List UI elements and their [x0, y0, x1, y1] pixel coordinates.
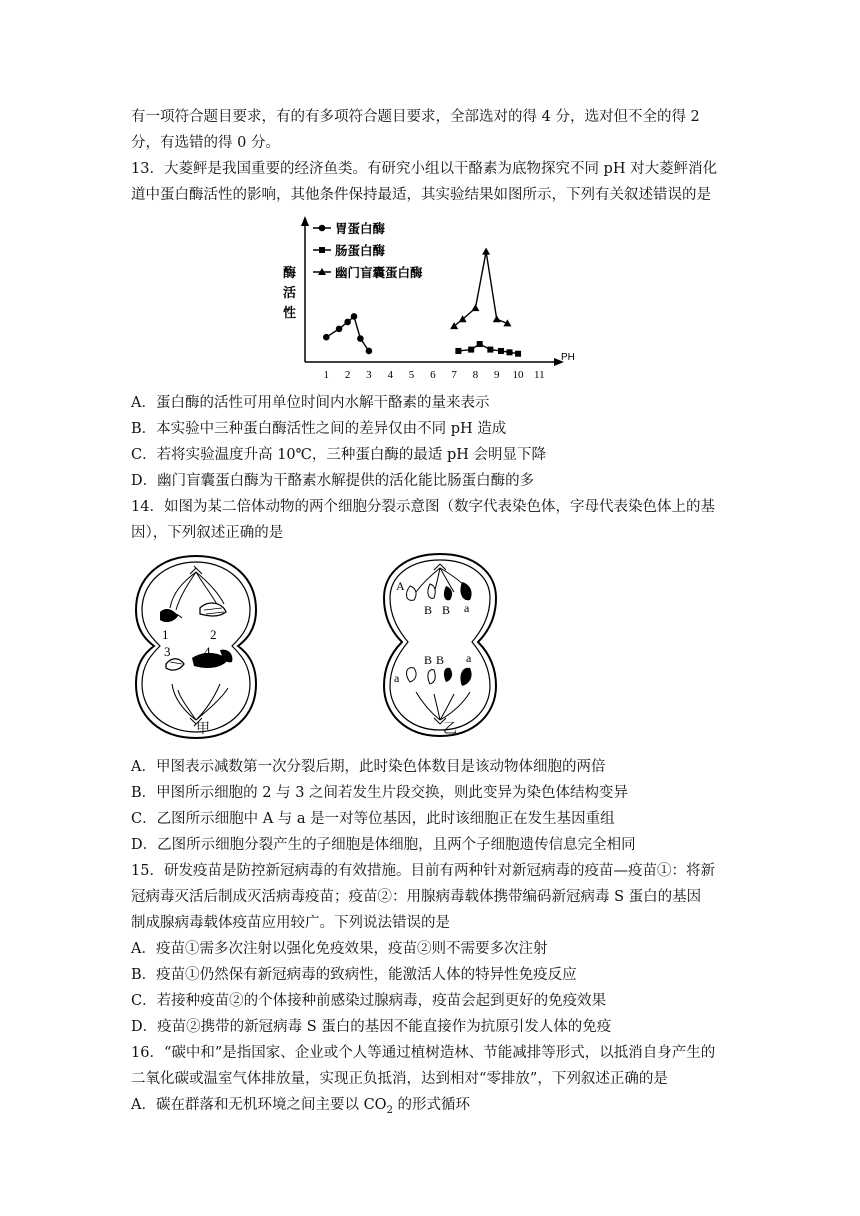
legend-label: 胃蛋白酶: [335, 222, 386, 236]
data-point: [323, 334, 330, 341]
data-point: [482, 248, 490, 255]
x-tick-label: 3: [366, 369, 372, 381]
q14-option-c: C．乙图所示细胞中 A 与 a 是一对等位基因，此时该细胞正在发生基因重组: [131, 811, 615, 827]
co2-subscript: 2: [386, 1104, 393, 1116]
data-point: [366, 348, 373, 355]
gene-label-bottom-a2: a: [466, 651, 472, 665]
y-axis-label: 酶活性: [283, 265, 297, 320]
q14-option-a: A．甲图表示减数第一次分裂后期，此时染色体数目是该动物体细胞的两倍: [131, 759, 606, 775]
data-point: [471, 304, 479, 311]
x-tick-label: 4: [387, 369, 393, 381]
gene-label-top-a: a: [464, 601, 470, 615]
legend-label: 肠蛋白酶: [335, 244, 386, 258]
data-point: [455, 348, 461, 354]
cell-yi: [384, 554, 496, 736]
gene-label-top-B1: B: [424, 603, 433, 617]
data-point: [357, 335, 364, 342]
figure-caption-jia: 甲: [196, 721, 210, 737]
chromosome-number-2: 2: [210, 627, 217, 642]
x-tick-label: 7: [451, 369, 457, 381]
series-2: [455, 341, 521, 357]
q14-stem-1: 14．如图为某二倍体动物的两个细胞分裂示意图（数字代表染色体，字母代表染色体上的基: [131, 499, 715, 515]
q15-stem-3: 制成腺病毒载体疫苗应用较广。下列说法错误的是: [131, 915, 450, 931]
data-point: [336, 326, 343, 333]
intro-line-2: 分，有选错的得 0 分。: [131, 135, 280, 151]
data-point: [493, 315, 501, 322]
cell-division-figures: [128, 552, 528, 742]
y-axis-arrow: [301, 216, 309, 226]
q13-option-d: D．幽门盲囊蛋白酶为干酪素水解提供的活化能比肠蛋白酶的多: [131, 473, 535, 489]
x-tick-label: 11: [534, 369, 545, 381]
q14-option-b: B．甲图所示细胞的 2 与 3 之间若发生片段交换，则此变异为染色体结构变异: [131, 785, 629, 801]
q14-stem-2: 因），下列叙述正确的是: [131, 525, 284, 541]
x-tick-label: 6: [430, 369, 436, 381]
series-line: [454, 252, 507, 327]
x-tick-label: 8: [472, 369, 479, 381]
q16-option-a: [131, 1092, 731, 1118]
data-point: [487, 347, 493, 353]
q13-option-c: C．若将实验温度升高 10℃，三种蛋白酶的最适 pH 会明显下降: [131, 447, 547, 463]
x-tick-label: 1: [323, 369, 330, 381]
enzyme-activity-chart: [280, 212, 575, 387]
q14-option-d: D．乙图所示细胞分裂产生的子细胞是体细胞，且两个子细胞遗传信息完全相同: [131, 837, 636, 853]
x-tick-label: 10: [512, 369, 524, 381]
data-point: [515, 351, 521, 357]
x-tick-label: 2: [344, 369, 351, 381]
data-point: [498, 348, 504, 354]
data-point: [344, 319, 351, 326]
q13-stem-2: 道中蛋白酶活性的影响，其他条件保持最适，其实验结果如图所示，下列有关叙述错误的是: [131, 187, 711, 203]
q13-option-a: A．蛋白酶的活性可用单位时间内水解干酪素的量来表示: [131, 395, 490, 411]
x-axis-label: PH: [561, 352, 575, 363]
gene-label-bottom-B2: B: [436, 653, 445, 667]
x-tick-label: 9: [493, 369, 500, 381]
chromosome-number-3: 3: [164, 644, 171, 659]
data-point: [351, 313, 358, 320]
cell-jia: [136, 556, 256, 738]
figure-caption-yi: 乙: [443, 721, 457, 737]
q13-stem-1: 13．大菱鲆是我国重要的经济鱼类。有研究小组以干酪素为底物探究不同 pH 对大菱鲆消化: [131, 161, 718, 177]
data-point: [507, 349, 513, 355]
q16-stem-1: 16．“碳中和”是指国家、企业或个人等通过植树造林、节能减排等形式，以抵消自身产生的: [131, 1045, 716, 1061]
legend-marker: [319, 247, 325, 253]
q13-option-b: B．本实验中三种蛋白酶活性之间的差异仅由不同 pH 造成: [131, 421, 507, 437]
q15-option-b: B．疫苗①仍然保有新冠病毒的致病性，能激活人体的特异性免疫反应: [131, 967, 577, 983]
data-point: [468, 347, 474, 353]
chromosome-number-4: 4: [204, 644, 211, 659]
gene-label-top-B2: B: [442, 603, 451, 617]
q15-option-d: D．疫苗②携带的新冠病毒 S 蛋白的基因不能直接作为抗原引发人体的免疫: [131, 1019, 612, 1035]
series-3: [450, 248, 511, 330]
q15-stem-2: 冠病毒灭活后制成灭活病毒疫苗；疫苗②：用腺病毒载体携带编码新冠病毒 S 蛋白的基因: [131, 889, 702, 905]
series-1: [323, 313, 372, 354]
gene-label-bottom-a1: a: [394, 671, 400, 685]
q16-stem-2: 二氧化碳或温室气体排放量，实现正负抵消，达到相对“零排放”，下列叙述正确的是: [131, 1071, 668, 1087]
legend-marker: [319, 225, 326, 232]
q15-stem-1: 15．研发疫苗是防控新冠病毒的有效措施。目前有两种针对新冠病毒的疫苗—疫苗①：将新: [131, 863, 715, 879]
chromosome-number-1: 1: [162, 627, 169, 642]
q16-option-a-tail: 的形式循环: [392, 1097, 471, 1113]
gene-label-top-A: A: [396, 579, 405, 593]
legend-label: 幽门盲囊蛋白酶: [335, 266, 423, 280]
q16-option-a-text: A．碳在群落和无机环境之间主要以 CO: [131, 1097, 387, 1113]
x-tick-label: 5: [408, 369, 415, 381]
q15-option-c: C．若接种疫苗②的个体接种前感染过腺病毒，疫苗会起到更好的免疫效果: [131, 993, 607, 1009]
intro-line-1: 有一项符合题目要求，有的有多项符合题目要求，全部选对的得 4 分，选对但不全的得 2: [131, 109, 700, 125]
data-point: [477, 341, 483, 347]
q15-option-a: A．疫苗①需多次注射以强化免疫效果，疫苗②则不需要多次注射: [131, 941, 548, 957]
gene-label-bottom-B1: B: [424, 653, 433, 667]
